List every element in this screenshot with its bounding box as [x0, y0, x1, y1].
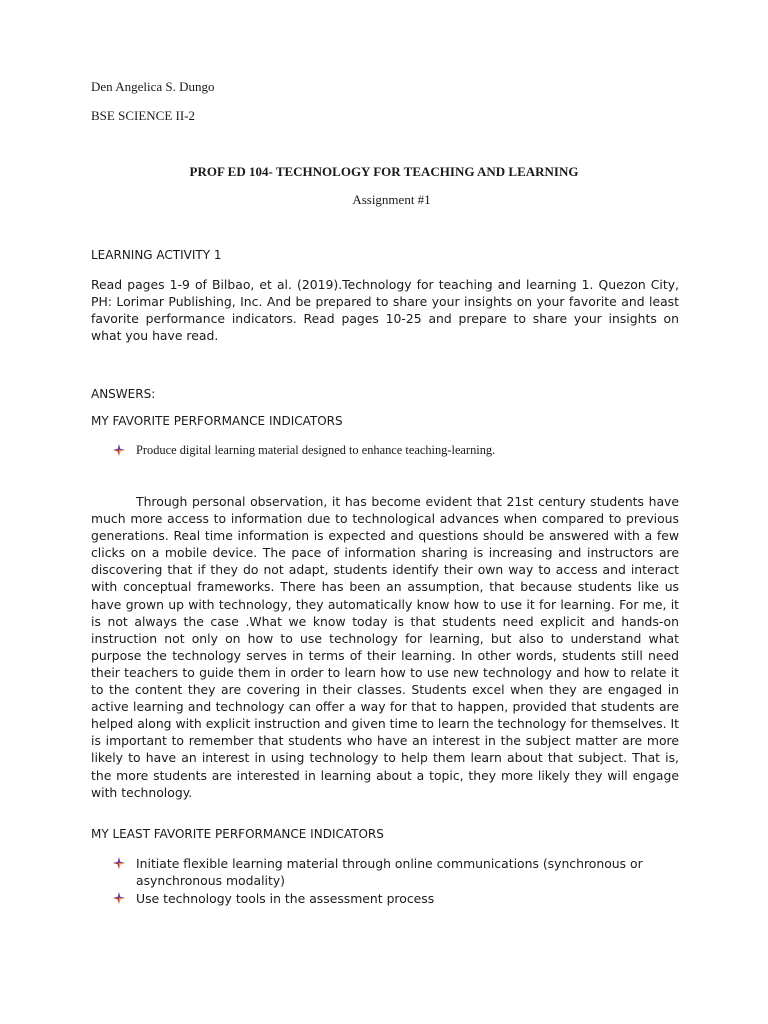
four-point-star-bullet-icon: [113, 444, 125, 456]
favorite-item-text: Produce digital learning material designed to enhance teaching-learning.: [136, 443, 496, 457]
student-section: BSE SCIENCE II-2: [91, 108, 195, 123]
least-favorite-item-text: Use technology tools in the assessment process: [136, 891, 435, 906]
assignment-label: Assignment #1: [352, 192, 431, 207]
four-point-star-bullet-icon: [113, 857, 125, 869]
instructions-paragraph: Read pages 1-9 of Bilbao, et al. (2019).Technology for teaching and learning 1. Quezon City, PH: Lorimar Publishing, Inc. And be prepared to share your insights on your favorite and least favorite performance indicators. Read pages 10-25 and prepare to share your insights on what you have read.: [91, 277, 679, 344]
student-name: Den Angelica S. Dungo: [91, 79, 215, 94]
favorite-essay: Through personal observation, it has become evident that 21st century students have much more access to information due to technological advances when compared to previous generations. Real time information is expected and questions should be answered with a few clicks on a mobile device. The pace of information sharing is increasing and instructors are discovering that if they do not adapt, students identify their own way to access and interact with conceptual frameworks. There has been an assumption, that because students like us have grown up with technology, they automatically know how to use it for learning. For me, it is not always the case .What we know today is that students need explicit and hands-on instruction not only on how to use technology for learning, but also to understand what purpose the technology serves in terms of their learning. In other words, students still need their teachers to guide them in order to learn how to use new technology and how to relate it to the content they are covering in their classes. Students excel when they are engaged in active learning and technology can offer a way for that to happen, provided that students are helped along with explicit instruction and given time to learn the technology for themselves. It is important to remember that students who have an interest in the subject matter are more likely to have an interest in using technology to help them learn about that subject. That is, the more students are interested in learning about a topic, they more likely they will engage with technology.: [91, 494, 679, 800]
least-favorite-item-text: Initiate flexible learning material through online communications (synchronous or asynchronous modality): [136, 856, 643, 888]
course-title: PROF ED 104- TECHNOLOGY FOR TEACHING AND LEARNING: [189, 164, 579, 179]
least-favorite-heading: MY LEAST FAVORITE PERFORMANCE INDICATORS: [91, 827, 384, 841]
favorite-heading: MY FAVORITE PERFORMANCE INDICATORS: [91, 414, 343, 428]
activity-heading: LEARNING ACTIVITY 1: [91, 248, 222, 262]
four-point-star-bullet-icon: [113, 892, 125, 904]
answers-heading: ANSWERS:: [91, 387, 156, 401]
